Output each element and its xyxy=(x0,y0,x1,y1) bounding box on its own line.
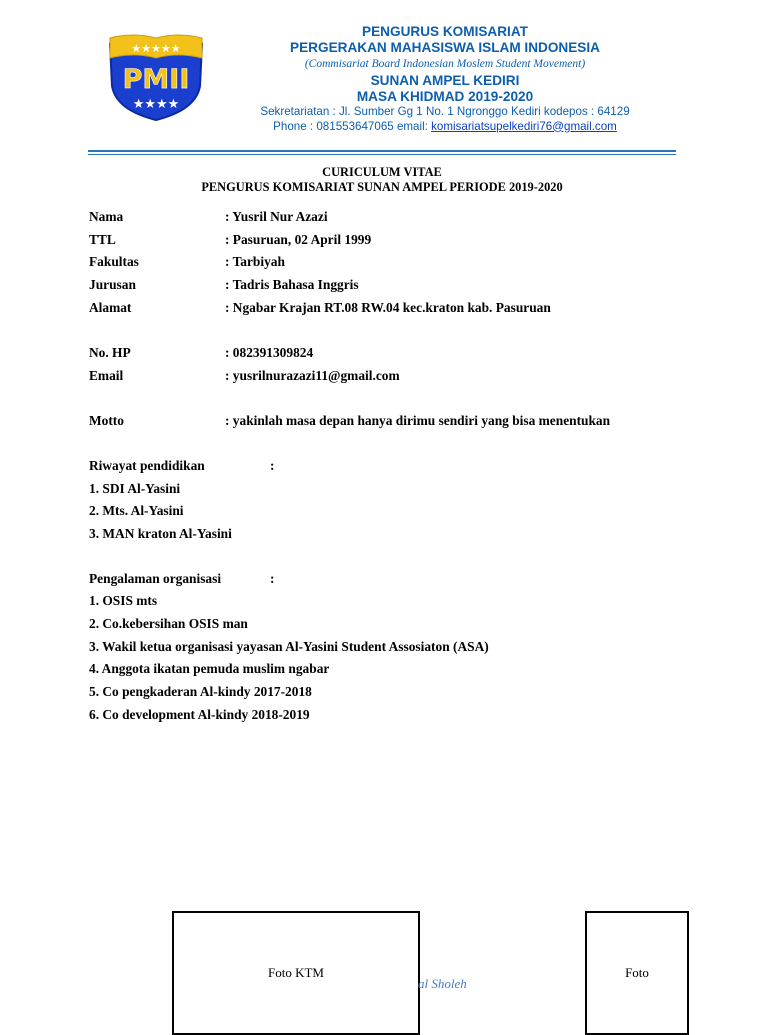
letterhead-line-1: PENGURUS KOMISARIAT xyxy=(362,24,528,39)
letterhead-address: Sekretariatan : Jl. Sumber Gg 1 No. 1 Ngronggo Kediri kodepos : 64129 xyxy=(260,105,630,118)
organization-heading-colon: : xyxy=(270,571,275,586)
field-value: : Yusril Nur Azazi xyxy=(225,209,328,224)
letterhead-email-link[interactable]: komisariatsupelkediri76@gmail.com xyxy=(431,119,617,133)
field-label: TTL xyxy=(89,232,116,247)
letterhead-contact xyxy=(230,120,660,135)
field-label: Email xyxy=(89,368,124,383)
letterhead-line-4: SUNAN AMPEL KEDIRI xyxy=(370,73,520,88)
field-value: : 082391309824 xyxy=(225,345,314,360)
field-value: : Tadris Bahasa Inggris xyxy=(225,277,359,292)
field-label: Nama xyxy=(89,209,124,224)
letterhead-line-5: MASA KHIDMAD 2019-2020 xyxy=(356,89,534,104)
field-label: Motto xyxy=(89,413,124,428)
title-line-2: PENGURUS KOMISARIAT SUNAN AMPEL PERIODE 2019-2020 xyxy=(201,180,563,194)
organization-item: 4. Anggota ikatan pemuda muslim ngabar xyxy=(89,661,330,676)
education-heading-colon: : xyxy=(270,458,275,473)
organization-item: 3. Wakil ketua organisasi yayasan Al-Yasini Student Assosiaton (ASA) xyxy=(89,639,489,654)
letterhead-rule-thick xyxy=(88,150,676,152)
field-value: : Tarbiyah xyxy=(225,254,285,269)
logo-stars-bottom: ★★★★ xyxy=(132,97,180,112)
logo-text: PMII xyxy=(122,64,190,95)
education-heading-label: Riwayat pendidikan xyxy=(89,458,205,473)
letterhead-rule-thin xyxy=(88,154,676,155)
organization-item: 6. Co development Al-kindy 2018-2019 xyxy=(89,707,310,722)
photo-ktm-label: Foto KTM xyxy=(268,965,324,980)
field-label: Alamat xyxy=(89,300,132,315)
photo-ktm-box xyxy=(172,911,420,1035)
organization-heading-label: Pengalaman organisasi xyxy=(89,571,222,586)
field-value: : yusrilnurazazi11@gmail.com xyxy=(225,368,400,383)
education-item: 2. Mts. Al-Yasini xyxy=(89,503,184,518)
letterhead-phone: Phone : 081553647065 email: xyxy=(273,119,432,133)
letterhead-subtitle: (Commisariat Board Indonesian Moslem Student Movement) xyxy=(304,58,586,70)
education-item: 3. MAN kraton Al-Yasini xyxy=(89,526,232,541)
field-label: Jurusan xyxy=(89,277,136,292)
letterhead-line-2: PERGERAKAN MAHASISWA ISLAM INDONESIA xyxy=(290,40,600,55)
signature-fragment: al Sholeh xyxy=(418,976,467,991)
photo-box xyxy=(585,911,689,1035)
field-value: : yakinlah masa depan hanya dirimu sendiri yang bisa menentukan xyxy=(225,413,611,428)
field-label: Fakultas xyxy=(89,254,139,269)
organization-item: 2. Co.kebersihan OSIS man xyxy=(89,616,248,631)
letterhead xyxy=(230,24,660,134)
field-value: : Ngabar Krajan RT.08 RW.04 kec.kraton kab. Pasuruan xyxy=(225,300,551,315)
education-item: 1. SDI Al-Yasini xyxy=(89,481,181,496)
logo-stars-top: ★★★★★ xyxy=(131,42,181,55)
document-title xyxy=(88,165,676,195)
title-line-1: CURICULUM VITAE xyxy=(322,165,442,179)
organization-item: 1. OSIS mts xyxy=(89,593,158,608)
education-heading xyxy=(89,458,275,474)
pmii-logo xyxy=(104,30,208,122)
field-value: : Pasuruan, 02 April 1999 xyxy=(225,232,372,247)
photo-label: Foto xyxy=(625,965,649,980)
organization-item: 5. Co pengkaderan Al-kindy 2017-2018 xyxy=(89,684,312,699)
organization-heading xyxy=(89,571,275,587)
field-label: No. HP xyxy=(89,345,131,360)
